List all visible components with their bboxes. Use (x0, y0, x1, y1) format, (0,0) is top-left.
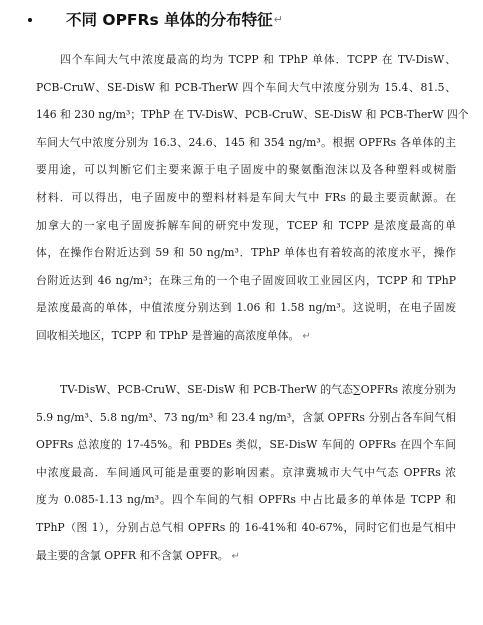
text-line: 台附近达到 46 ng/m³；在珠三角的一个电子固废回收工业园区内，TCPP 和 TPhP (36, 273, 456, 287)
text-line: 中浓度最高．车间通风可能是重要的影响因素。京津冀城市大气中气态 OPFRs 浓 (36, 465, 456, 479)
paragraph-mark-icon: ↵ (302, 330, 311, 342)
text-line: 体，在操作台附近达到 59 和 50 ng/m³．TPhP 单体也有着较高的浓度水平，操作 (36, 246, 456, 260)
paragraph-mark-icon: ↵ (231, 550, 240, 562)
paragraph-mark-icon: ↵ (273, 12, 283, 26)
text-line: 146 和 230 ng/m³；TPhP 在 TV-DisW、PCB-CruW、SE-DisW 和 PCB-TherW 四个 (36, 108, 469, 122)
text-line: 是浓度最高的单体，中值浓度分别达到 1.06 和 1.58 ng/m³。这说明，在电子固废 (36, 301, 456, 315)
text-line-last (36, 542, 456, 570)
text-line-content: 回收相关地区，TCPP 和 TPhP 是普遍的高浓度单体。 (36, 328, 300, 342)
text-line: 车间大气中浓度分别为 16.3、24.6、145 和 354 ng/m³。根据 OPFRs 各单体的主 (36, 135, 456, 149)
text-line: TPhP（图 1），分别占总气相 OPFRs 的 16-41%和 40-67%，同时它们也是气相中 (36, 520, 456, 534)
text-line: TV-DisW、PCB-CruW、SE-DisW 和 PCB-TherW 的气态∑OPFRs 浓度分别为 (60, 383, 456, 396)
section-heading-text: 不同 OPFRs 单体的分布特征 (66, 11, 273, 29)
section-heading (28, 8, 283, 30)
text-line: 四个车间大气中浓度最高的均为 TCPP 和 TPhP 单体．TCPP 在 TV-DisW、 (60, 53, 456, 66)
text-line: PCB-CruW、SE-DisW 和 PCB-TherW 四个车间大气中浓度分别为 15.4、81.5、 (36, 80, 456, 94)
paragraph-2 (36, 376, 456, 569)
text-line-last (36, 322, 456, 350)
text-line-content: 最主要的含氯 OPFR 和不含氯 OPFR。 (36, 548, 229, 562)
text-line: 加拿大的一家电子固废拆解车间的研究中发现，TCEP 和 TCPP 是浓度最高的单 (36, 218, 456, 232)
text-line: 材料．可以得出，电子固废中的塑料材料是车间大气中 FRs 的最主要贡献源。在 (36, 190, 456, 204)
bullet-icon (28, 18, 32, 22)
paragraph-1 (36, 46, 469, 350)
text-line: 5.9 ng/m³、5.8 ng/m³、73 ng/m³ 和 23.4 ng/m³，含氯 OPFRs 分别占各车间气相 (36, 410, 456, 424)
text-line: OPFRs 总浓度的 17-45%。和 PBDEs 类似，SE-DisW 车间的 OPFRs 在四个车间 (36, 438, 456, 452)
text-line: 要用途，可以判断它们主要来源于电子固废中的聚氨酯泡沫以及各种塑料或树脂 (36, 163, 456, 177)
text-line: 度为 0.085-1.13 ng/m³。四个车间的气相 OPFRs 中占比最多的单体是 TCPP 和 (36, 493, 456, 507)
